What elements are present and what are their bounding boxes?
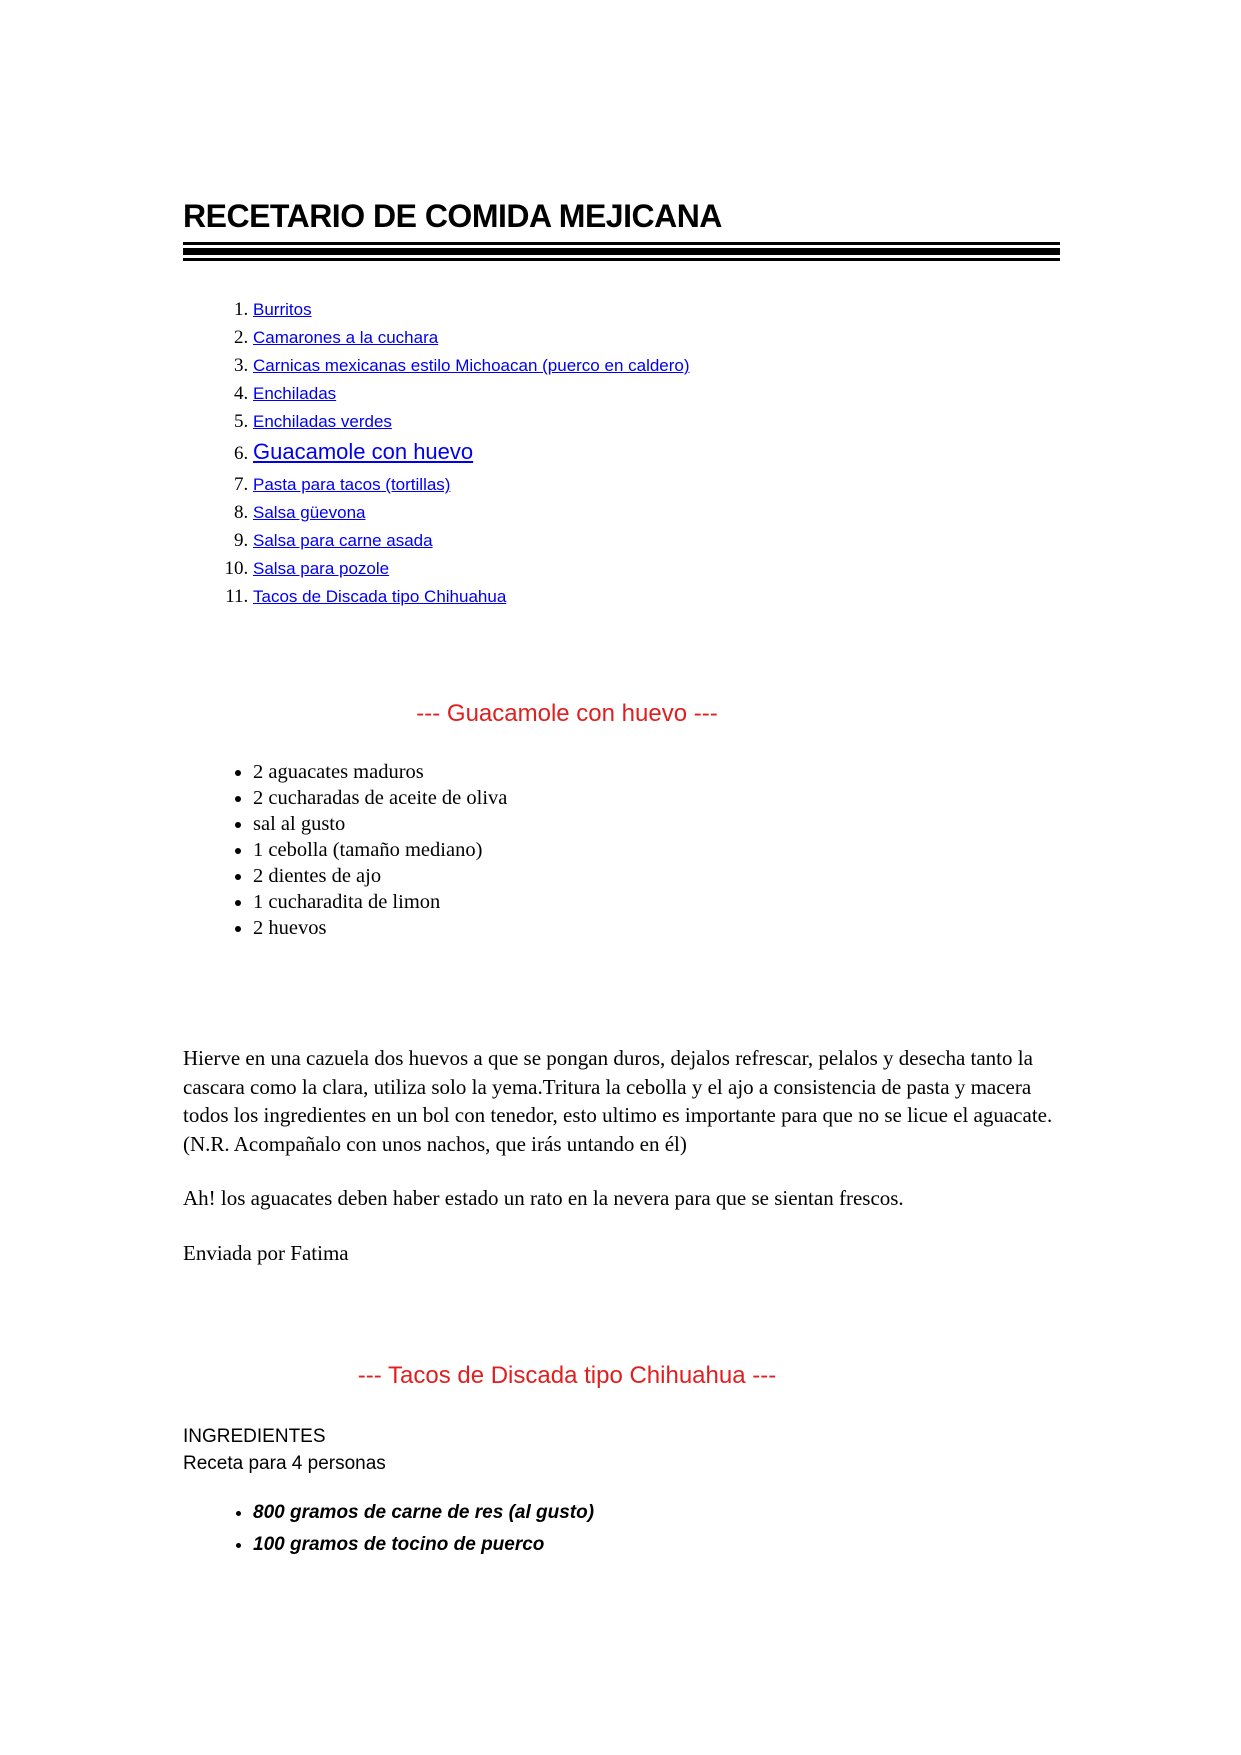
discada-heading: --- Tacos de Discada tipo Chihuahua --- (357, 1362, 777, 1389)
title-divider (183, 242, 1060, 261)
ingredient-item: • 2 cucharadas de aceite de oliva (253, 785, 1060, 811)
recipe-index-item (253, 299, 1060, 320)
guacamole-heading: --- Guacamole con huevo --- (416, 700, 718, 727)
divider-thin-line-bottom (183, 258, 1060, 261)
ingredient-item: • 2 dientes de ajo (253, 863, 1060, 889)
ingredient-item: • 2 huevos (253, 915, 1060, 941)
recipe-index-list (183, 299, 1060, 607)
ingredient-item: • 800 gramos de carne de res (al gusto) (253, 1501, 1060, 1525)
recipe-index-item (253, 530, 1060, 551)
guacamole-ingredient-list (183, 759, 1060, 941)
divider-thin-line-top (183, 242, 1060, 245)
serving-note: Receta para 4 personas (183, 1453, 386, 1474)
recipe-index-item (253, 411, 1060, 432)
recipe-link[interactable]: Carnicas mexicanas estilo Michoacan (puerco en caldero) (253, 356, 690, 375)
recipe-index-item (253, 474, 1060, 495)
recipe-link[interactable]: Tacos de Discada tipo Chihuahua (253, 587, 507, 606)
recipe-link[interactable]: Guacamole con huevo (253, 439, 474, 464)
discada-ingredient-list (183, 1501, 1060, 1557)
recipe-index-item (253, 502, 1060, 523)
recipe-link[interactable]: Enchiladas verdes (253, 412, 392, 431)
recipe-link[interactable]: Enchiladas (253, 384, 337, 403)
recipe-index-item (253, 558, 1060, 579)
recipe-link[interactable]: Camarones a la cuchara (253, 328, 439, 347)
recipe-index-item (253, 327, 1060, 348)
recipe-link[interactable]: Salsa para pozole (253, 559, 390, 578)
divider-thick-line (183, 248, 1060, 255)
recipe-link[interactable]: Salsa para carne asada (253, 531, 433, 550)
ingredients-label: INGREDIENTES (183, 1426, 326, 1447)
ingredient-item: • sal al gusto (253, 811, 1060, 837)
recipe-index-item (253, 586, 1060, 607)
instructions-paragraph: Hierve en una cazuela dos huevos a que se pongan duros, dejalos refrescar, pelalos y desecha tanto la cascara como la clara, utiliza solo la yema.Tritura la cebolla y el ajo a consistencia de pasta y macera todos los ingredientes en un bol con tenedor, esto ultimo es importante para que no se licue el aguacate. (N.R. Acompañalo con unos nachos, que irás untando en él) (183, 1046, 1053, 1156)
credit-line: Enviada por Fatima (183, 1240, 349, 1265)
note-paragraph: Ah! los aguacates deben haber estado un rato en la nevera para que se sientan frescos. (183, 1186, 904, 1210)
ingredient-item: • 1 cucharadita de limon (253, 889, 1060, 915)
document-title: RECETARIO DE COMIDA MEJICANA (183, 198, 722, 234)
recipe-index-item (253, 383, 1060, 404)
recipe-link[interactable]: Salsa güevona (253, 503, 366, 522)
recipe-link[interactable]: Pasta para tacos (tortillas) (253, 475, 451, 494)
ingredient-item: • 2 aguacates maduros (253, 759, 1060, 785)
ingredient-item: • 1 cebolla (tamaño mediano) (253, 837, 1060, 863)
recipe-index-item (253, 355, 1060, 376)
recipe-index-item (253, 439, 1060, 467)
document-page (183, 200, 1060, 1565)
ingredient-item: • 100 gramos de tocino de puerco (253, 1533, 1060, 1557)
ingredients-meta (183, 1423, 1060, 1477)
recipe-link[interactable]: Burritos (253, 300, 312, 319)
